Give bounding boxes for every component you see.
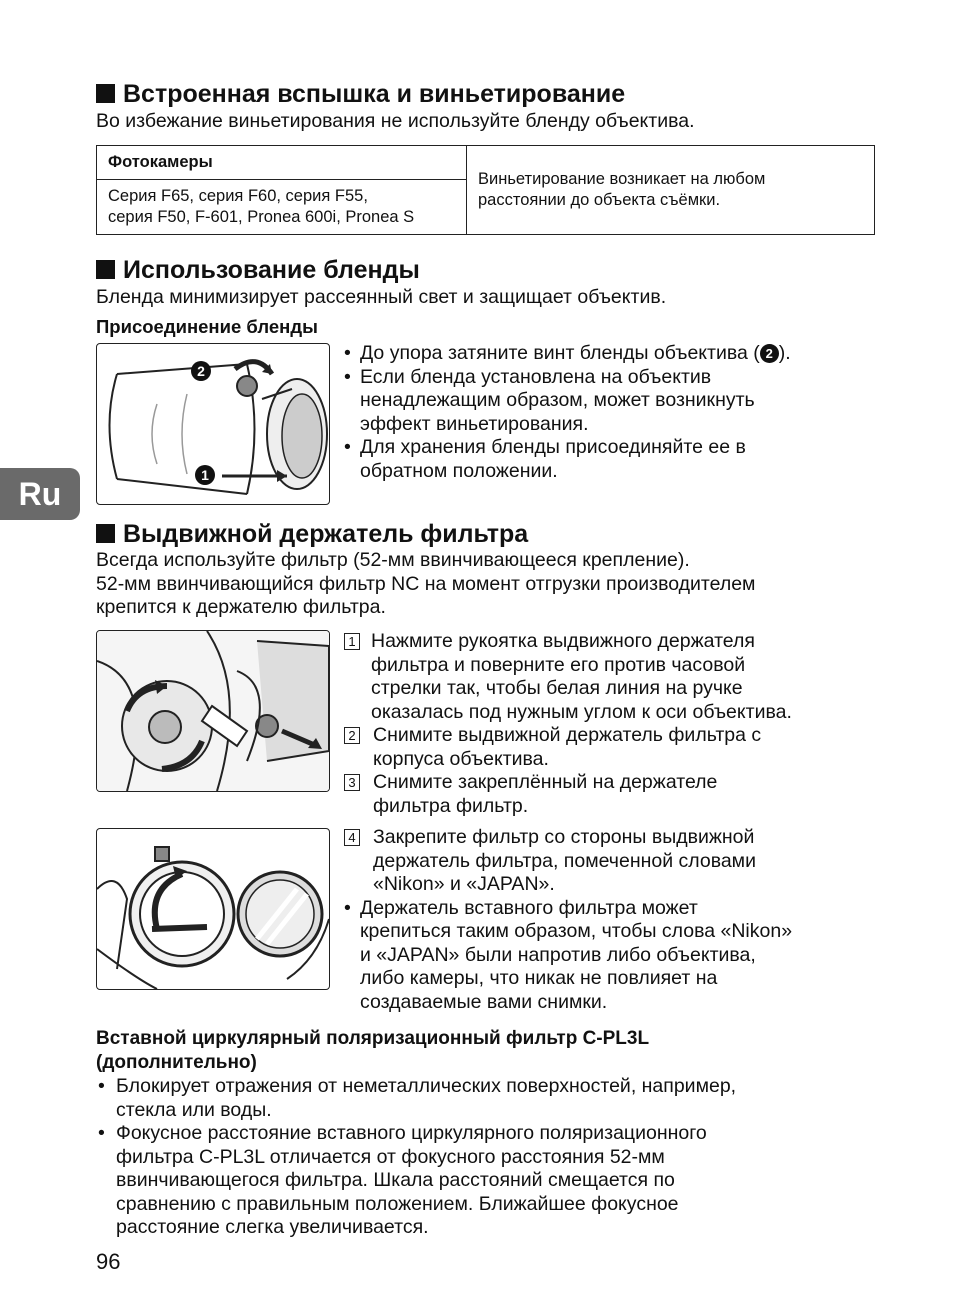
step-number-box: 2 xyxy=(344,727,360,744)
filter-attach-steps xyxy=(344,826,904,1014)
filter-attach-drawing xyxy=(97,829,329,989)
list-item: • Блокирует отражения от неметаллических поверхностей, например, стекла или воды. xyxy=(96,1075,896,1122)
step-2-marker-icon: 2 xyxy=(191,361,211,381)
list-item: • Если бленда установлена на объектив ненадлежащим образом, может возникнуть эффект виньетирования. xyxy=(344,366,884,437)
step-number-box: 1 xyxy=(344,633,360,650)
list-item: • Держатель вставного фильтра может крепиться таким образом, чтобы слова «Nikon» и «JAPAN» были напротив либо объектива, либо камеры, что никак не повлияет на создаваемые вами снимки. xyxy=(344,897,904,1015)
list-item: • Для хранения бленды присоединяйте ее в обратном положении. xyxy=(344,436,884,483)
filter-holder-steps xyxy=(344,630,904,818)
step-4: 4 Закрепите фильтр со стороны выдвижной держатель фильтра, помеченной словами «Nikon» и «JAPAN». xyxy=(344,826,904,897)
filter-holder-drawing xyxy=(97,631,329,791)
subheading-attach-hood: Присоединение бленды xyxy=(96,316,318,337)
step-1-marker-icon: 1 xyxy=(195,465,215,485)
step-2-marker-icon: 2 xyxy=(760,344,779,363)
table-cell-camera-list: Серия F65, серия F60, серия F55, серия F50, F-601, Pronea 600i, Pronea S xyxy=(97,180,467,235)
polarizing-filter-notes xyxy=(96,1075,896,1240)
language-tab: Ru xyxy=(0,468,80,520)
section-intro-hood: Бленда минимизирует рассеянный свет и защищает объектив. xyxy=(96,286,667,308)
section-heading-hood: Использование бленды xyxy=(96,256,420,284)
step-number-box: 4 xyxy=(344,829,360,846)
hood-instructions xyxy=(344,342,884,483)
section-heading-filter-holder: Выдвижной держатель фильтра xyxy=(96,520,528,548)
hood-attach-illustration xyxy=(96,343,330,505)
step-2: 2 Снимите выдвижной держатель фильтра с корпуса объектива. xyxy=(344,724,904,771)
filter-attach-illustration xyxy=(96,828,330,990)
step-number-box: 3 xyxy=(344,774,360,791)
step-3: 3 Снимите закреплённый на держателе фильтра фильтр. xyxy=(344,771,904,818)
table-cell-vignetting-note: Виньетирование возникает на любом расстоянии до объекта съёмки. xyxy=(467,146,875,235)
list-item: • До упора затяните винт бленды объектива ( 2 ). xyxy=(344,342,884,366)
square-bullet-icon xyxy=(96,260,115,279)
subheading-polarizing-filter: Вставной циркулярный поляризационный фильтр C-PL3L (дополнительно) xyxy=(96,1028,650,1073)
square-bullet-icon xyxy=(96,84,115,103)
table-header-cameras: Фотокамеры xyxy=(97,146,467,180)
section-intro-filter-holder: Всегда используйте фильтр (52-мм ввинчивающееся крепление). 52-мм ввинчивающийся фильтр NC на момент отгрузки производителем крепится к держателю фильтра. xyxy=(96,549,756,618)
page-number: 96 xyxy=(96,1249,121,1274)
step-1: 1 Нажмите рукоятка выдвижного держателя фильтра и поверните его против часовой стрелки так, чтобы белая линия на ручке оказалась под нужным углом к оси объектива. xyxy=(344,630,904,724)
section-intro-flash: Во избежание виньетирования не используйте бленду объектива. xyxy=(96,110,695,132)
square-bullet-icon xyxy=(96,524,115,543)
filter-holder-removal-illustration xyxy=(96,630,330,792)
list-item: • Фокусное расстояние вставного циркулярного поляризационного фильтра C-PL3L отличается от фокусного расстояния 52-мм ввинчивающегося фильтра. Шкала расстояний смещается по сравнению с правильным положением. Ближайшее фокусное расстояние слегка увеличивается. xyxy=(96,1122,896,1240)
section-heading-flash: Встроенная вспышка и виньетирование xyxy=(96,80,625,108)
camera-vignetting-table xyxy=(96,145,875,235)
